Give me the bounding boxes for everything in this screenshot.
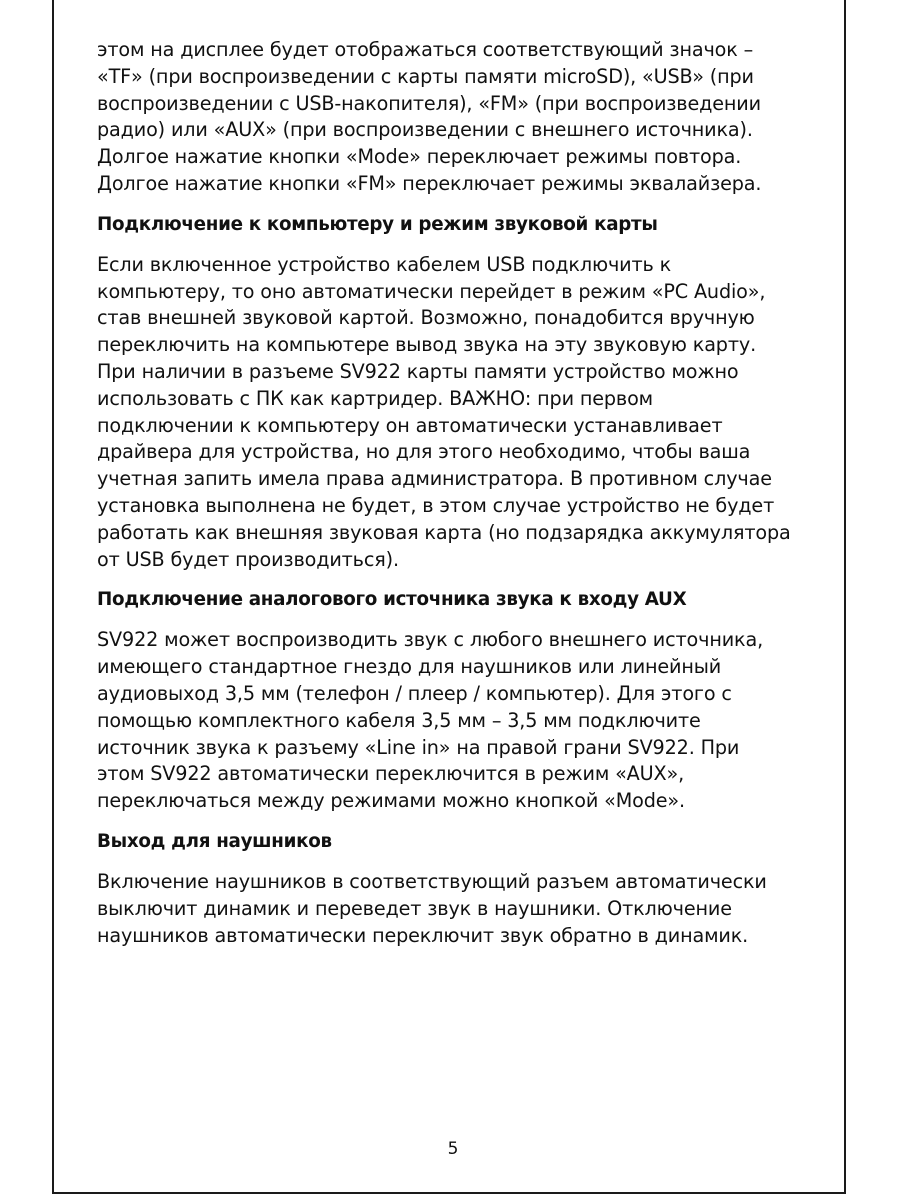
section-heading-pc-connection: Подключение к компьютеру и режим звуковой карты — [97, 213, 658, 235]
section-text-aux-input: SV922 может воспроизводить звук с любого внешнего источника, имеющего стандартное гнездо для наушников или линейный аудиовыход 3,5 мм (телефон / плеер / компьютер). Для этого с помощью комплектного кабеля 3,5 мм – 3,5 мм подключите источник звука к разъему «Line in» на правой грани SV922. При этом SV922 автоматически переключится в режим «AUX», переключаться между режимами можно кнопкой «Mode». — [97, 628, 764, 813]
page-content — [97, 37, 817, 949]
section-text-headphones: Включение наушников в соответствующий разъем автоматически выключит динамик и переведет звук в наушники. Отключение наушников автоматически переключит звук обратно в динамик. — [97, 869, 767, 947]
section-heading-headphones: Выход для наушников — [97, 830, 332, 852]
continued-paragraph: этом на дисплее будет отображаться соответствующий значок – «TF» (при воспроизведении с карты памяти microSD), «USB» (при воспроизведении с USB-накопителя), «FM» (при воспроизведении радио) или «AUX» (при воспроизведении с внешнего источника). Долгое нажатие кнопки «Mode» переключает режимы повтора. Долгое нажатие кнопки «FM» переключает режимы эквалайзера. — [97, 38, 762, 195]
section-heading-aux-input: Подключение аналогового источника звука к входу AUX — [97, 589, 687, 611]
page-number: 5 — [447, 1139, 459, 1159]
section-text-pc-connection: Если включенное устройство кабелем USB подключить к компьютеру, то оно автоматически перейдет в режим «PC Audio», став внешней звуковой картой. Возможно, понадобится вручную переключить на компьютере вывод звука на эту звуковую карту. При наличии в разъеме SV922 карты памяти устройство можно использовать с ПК как картридер. ВАЖНО: при первом подключении к компьютеру он автоматически устанавливает драйвера для устройства, но для этого необходимо, чтобы ваша учетная запить имела права администратора. В противном случае установка выполнена не будет, в этом случае устройство не будет работать как внешняя звуковая карта (но подзарядка аккумулятора от USB будет производиться). — [97, 252, 791, 571]
